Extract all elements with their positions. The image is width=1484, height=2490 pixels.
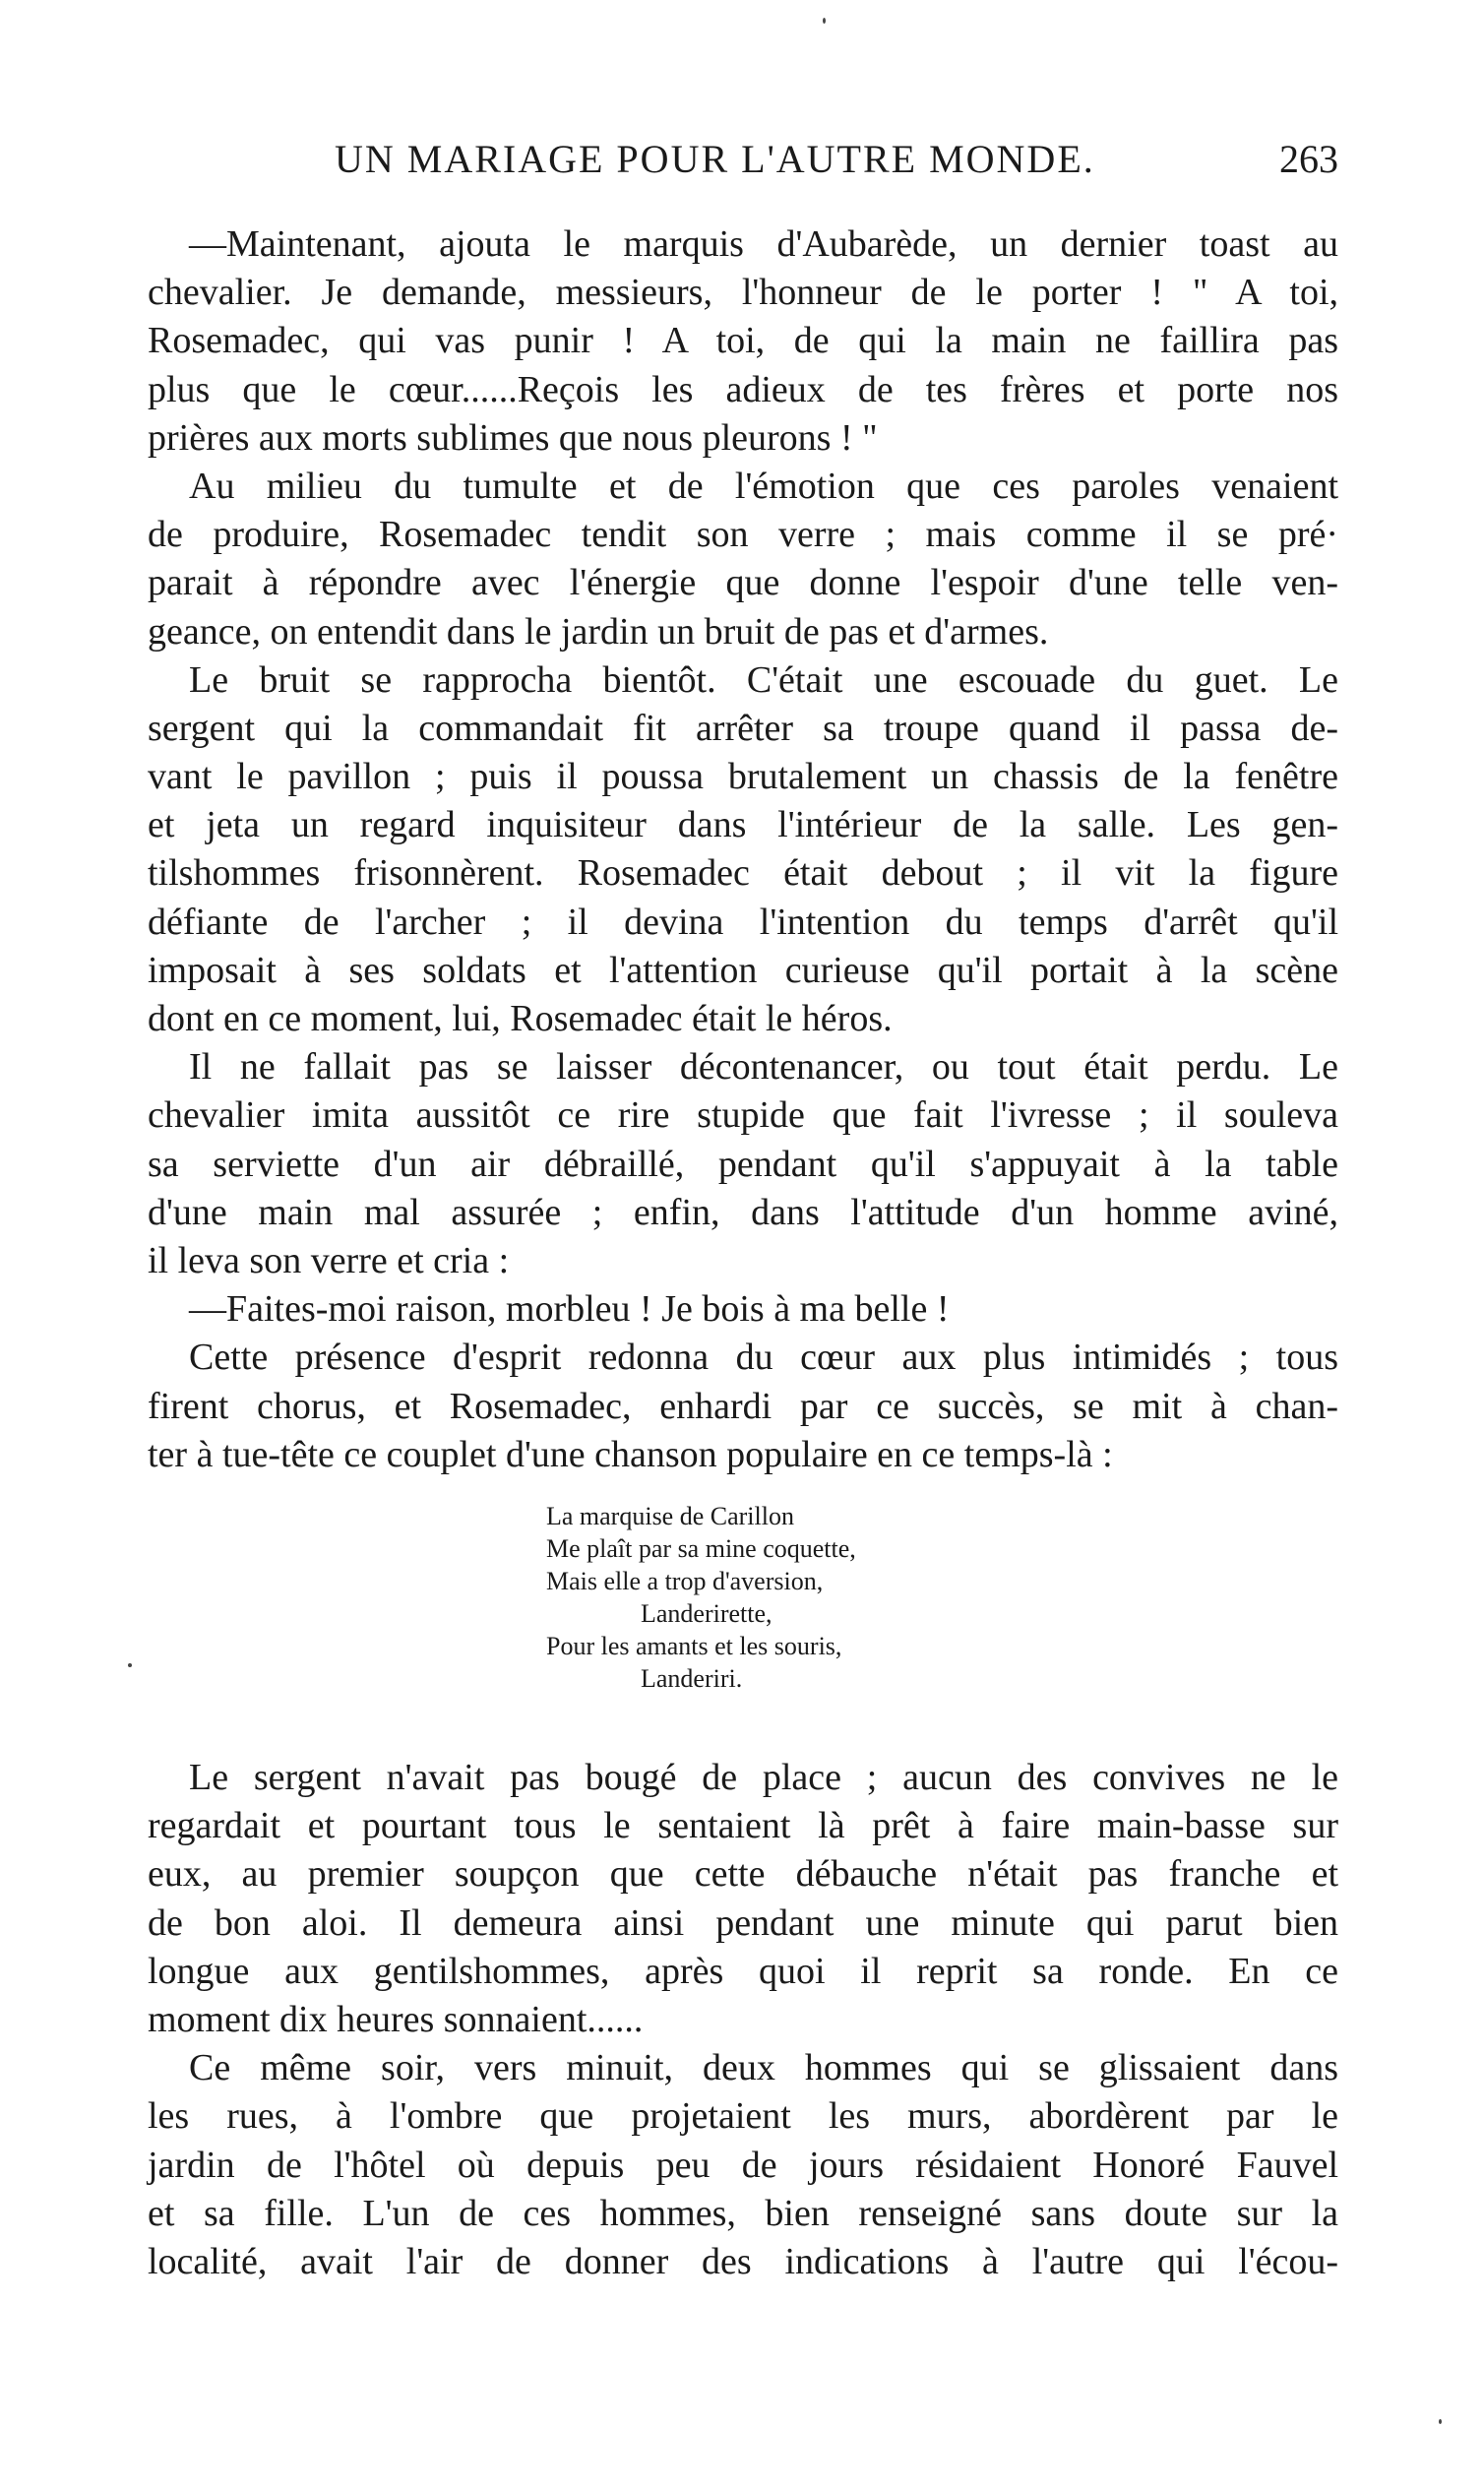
body-text-lower: [148, 1754, 1338, 2286]
text-line: vant le pavillon ; puis il poussa brutalement un chassis de la fenêtre: [148, 756, 1338, 798]
running-title: UN MARIAGE POUR L'AUTRE MONDE.: [335, 137, 1095, 181]
verse-line: La marquise de Carillon: [546, 1502, 794, 1530]
text-line: et sa fille. L'un de ces hommes, bien renseigné sans doute sur la: [148, 2192, 1338, 2234]
text-line: prières aux morts sublimes que nous pleurons ! ": [148, 416, 878, 459]
text-line: et jeta un regard inquisiteur dans l'intérieur de la salle. Les gen-: [148, 804, 1338, 846]
text-line: Le bruit se rapprocha bientôt. C'était une escouade du guet. Le: [189, 658, 1338, 701]
page-header: [335, 136, 1338, 195]
text-line: chevalier. Je demande, messieurs, l'honneur de le porter ! " A toi,: [148, 272, 1338, 314]
text-line: Rosemadec, qui vas punir ! A toi, de qui la main ne faillira pas: [148, 320, 1338, 362]
text-line: plus que le cœur......Reçois les adieux de tes frères et porte nos: [148, 368, 1338, 410]
verse-line: Mais elle a trop d'aversion,: [546, 1567, 824, 1595]
paper-speck: [128, 1663, 132, 1667]
verse-refrain-line: Landerirette,: [641, 1599, 773, 1628]
text-line: Au milieu du tumulte et de l'émotion que ces paroles venaient: [189, 465, 1338, 507]
text-line: firent chorus, et Rosemadec, enhardi par ce succès, se mit à chan-: [148, 1385, 1338, 1427]
text-line: tilshommes frisonnèrent. Rosemadec était debout ; il vit la figure: [148, 852, 1338, 895]
text-line: il leva son verre et cria :: [148, 1239, 510, 1281]
text-line: geance, on entendit dans le jardin un bruit de pas et d'armes.: [148, 610, 1049, 653]
text-line: Il ne fallait pas se laisser décontenancer, ou tout était perdu. Le: [189, 1046, 1338, 1089]
text-line: les rues, à l'ombre que projetaient les murs, abordèrent par le: [148, 2095, 1338, 2138]
text-line: parait à répondre avec l'énergie que donne l'espoir d'une telle ven-: [148, 562, 1338, 604]
text-line: longue aux gentilshommes, après quoi il reprit sa ronde. En ce: [148, 1950, 1338, 1992]
text-line: Cette présence d'esprit redonna du cœur aux plus intimidés ; tous: [189, 1337, 1338, 1379]
text-line: chevalier imita aussitôt ce rire stupide que fait l'ivresse ; il souleva: [148, 1094, 1338, 1137]
text-line: eux, au premier soupçon que cette débauche n'était pas franche et: [148, 1853, 1338, 1896]
text-line: défiante de l'archer ; il devina l'intention du temps d'arrêt qu'il: [148, 901, 1338, 943]
text-line: sergent qui la commandait fit arrêter sa troupe quand il passa de-: [148, 707, 1338, 749]
text-line: Le sergent n'avait pas bougé de place ; aucun des convives ne le: [189, 1757, 1338, 1798]
text-line: localité, avait l'air de donner des indications à l'autre qui l'écou-: [148, 2240, 1338, 2282]
text-line: de produire, Rosemadec tendit son verre ; mais comme il se pré·: [148, 514, 1338, 556]
text-line: moment dix heures sonnaient......: [148, 1998, 644, 2040]
verse-line: Pour les amants et les souris,: [546, 1632, 842, 1660]
text-line: dont en ce moment, lui, Rosemadec était le héros.: [148, 998, 893, 1039]
page-number: 263: [1279, 137, 1338, 181]
text-line: d'une main mal assurée ; enfin, dans l'attitude d'un homme aviné,: [148, 1191, 1338, 1233]
text-line: Ce même soir, vers minuit, deux hommes qui se glissaient dans: [189, 2047, 1338, 2089]
paper-speck: [823, 18, 826, 24]
song-verse: [546, 1500, 1058, 1695]
paper-speck: [1439, 2419, 1442, 2424]
verse-line: Me plaît par sa mine coquette,: [546, 1534, 856, 1563]
text-line: jardin de l'hôtel où depuis peu de jours résidaient Honoré Fauvel: [148, 2144, 1338, 2186]
verse-refrain-line: Landeriri.: [641, 1664, 743, 1693]
text-line: de bon aloi. Il demeura ainsi pendant une minute qui parut bien: [148, 1901, 1338, 1944]
text-line: —Maintenant, ajouta le marquis d'Aubarède, un dernier toast au: [189, 223, 1338, 265]
text-line: ter à tue-tête ce couplet d'une chanson populaire en ce temps-là :: [148, 1433, 1113, 1475]
text-line: regardait et pourtant tous le sentaient là prêt à faire main-basse sur: [148, 1805, 1338, 1847]
text-line: imposait à ses soldats et l'attention curieuse qu'il portait à la scène: [148, 949, 1338, 991]
text-line: sa serviette d'un air débraillé, pendant qu'il s'appuyait à la table: [148, 1143, 1338, 1185]
body-text-upper: [148, 220, 1338, 1479]
text-line: —Faites-moi raison, morbleu ! Je bois à ma belle !: [189, 1288, 950, 1331]
